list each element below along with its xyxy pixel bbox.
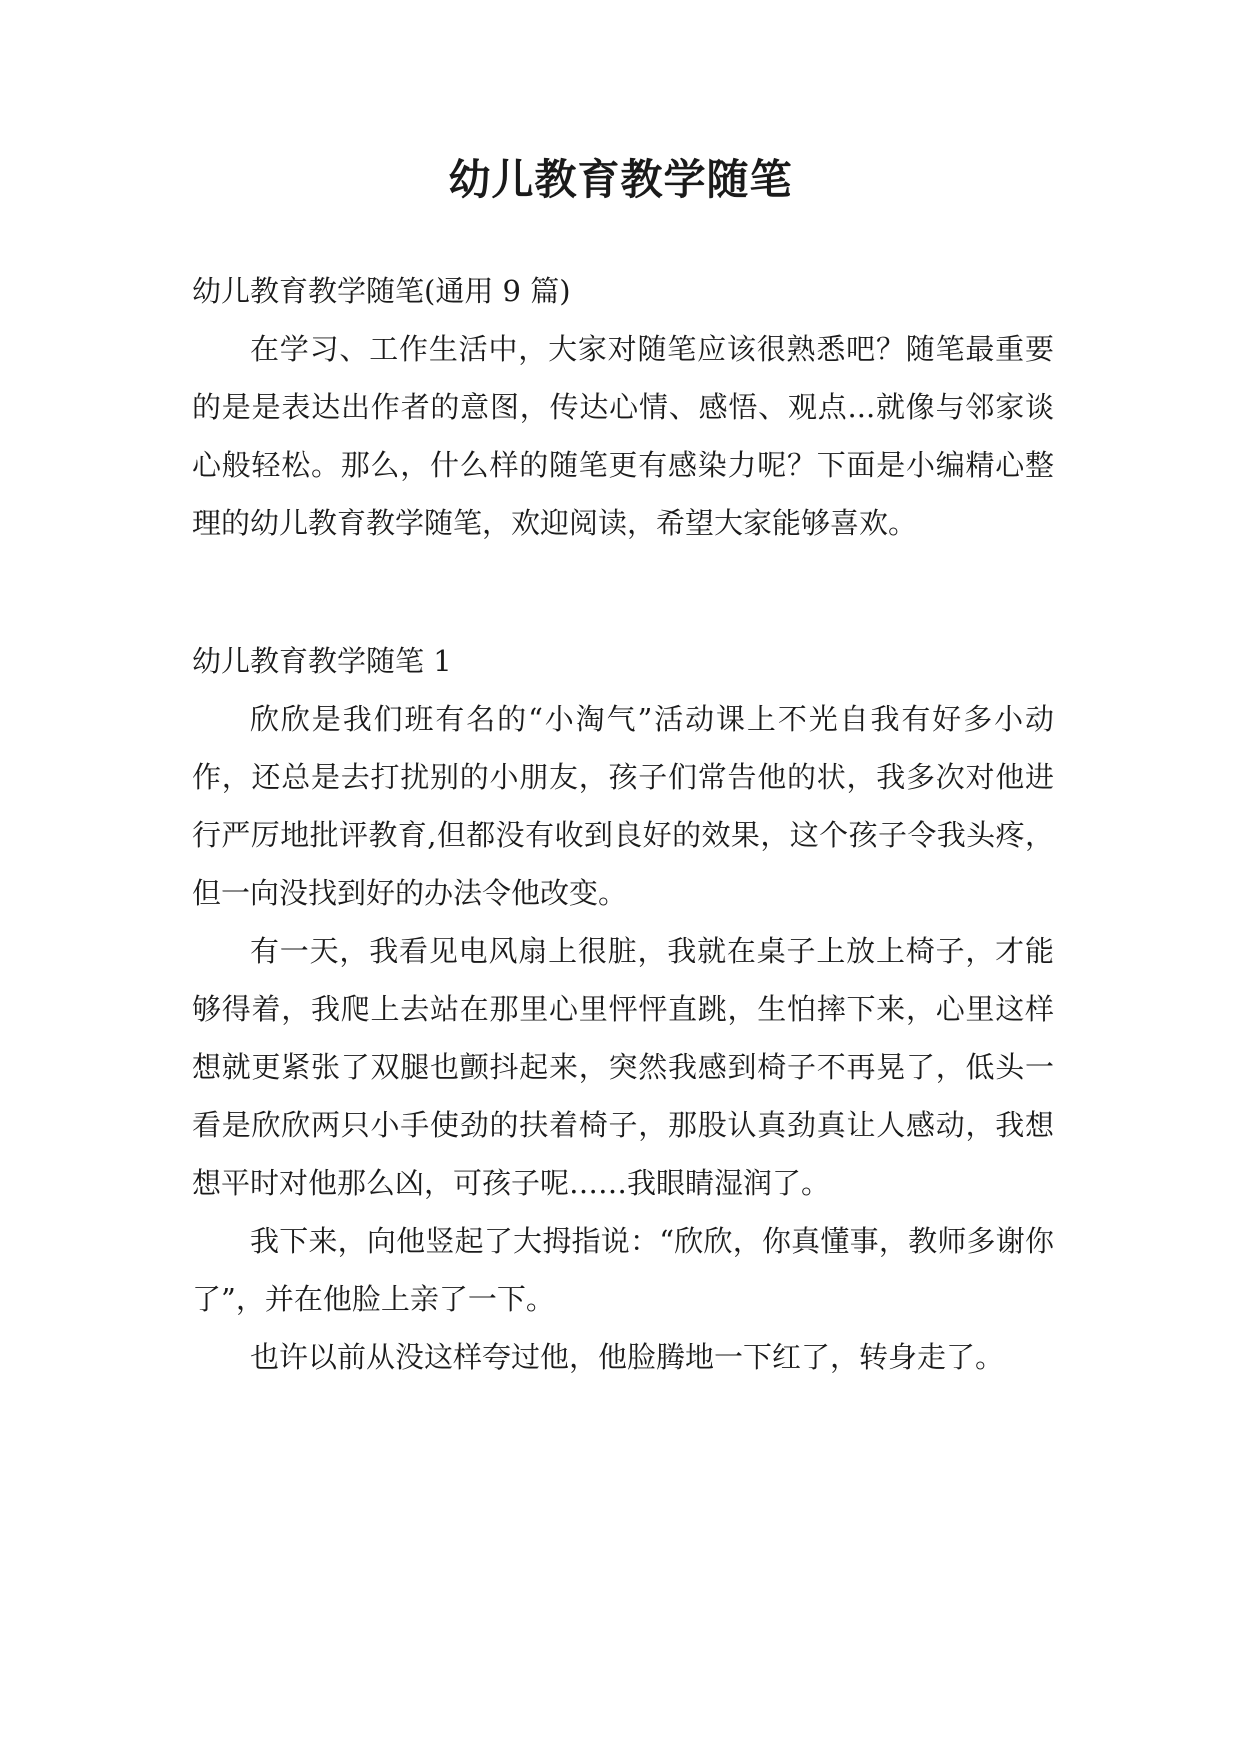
section-heading: 幼儿教育教学随笔 1 [192,644,452,678]
document-body [192,262,1054,1386]
intro-paragraph: 在学习、工作生活中，大家对随笔应该很熟悉吧？随笔最重要的是是表达出作者的意图，传达心情、感悟、观点...就像与邻家谈心般轻松。那么，什么样的随笔更有感染力呢？下面是小编精心整理的幼儿教育教学随笔，欢迎阅读，希望大家能够喜欢。 [192,332,1054,540]
section-spacer [192,552,1054,632]
section-paragraph: 也许以前从没这样夸过他，他脸腾地一下红了，转身走了。 [250,1340,1005,1374]
document-title: 幼儿教育教学随笔 [448,155,793,204]
document-subtitle: 幼儿教育教学随笔(通用 9 篇) [192,274,571,308]
section-paragraph: 欣欣是我们班有名的“小淘气”活动课上不光自我有好多小动作，还总是去打扰别的小朋友，孩子们常告他的状，我多次对他进行严厉地批评教育,但都没有收到良好的效果，这个孩子令我头疼，但一向没找到好的办法令他改变。 [192,702,1054,910]
section-paragraph: 有一天，我看见电风扇上很脏，我就在桌子上放上椅子，才能够得着，我爬上去站在那里心里怦怦直跳，生怕摔下来，心里这样想就更紧张了双腿也颤抖起来，突然我感到椅子不再晃了，低头一看是欣欣两只小手使劲的扶着椅子，那股认真劲真让人感动，我想想平时对他那么凶，可孩子呢……我眼睛湿润了。 [192,934,1054,1200]
section-paragraph: 我下来，向他竖起了大拇指说：“欣欣，你真懂事，教师多谢你了”，并在他脸上亲了一下。 [192,1224,1054,1316]
